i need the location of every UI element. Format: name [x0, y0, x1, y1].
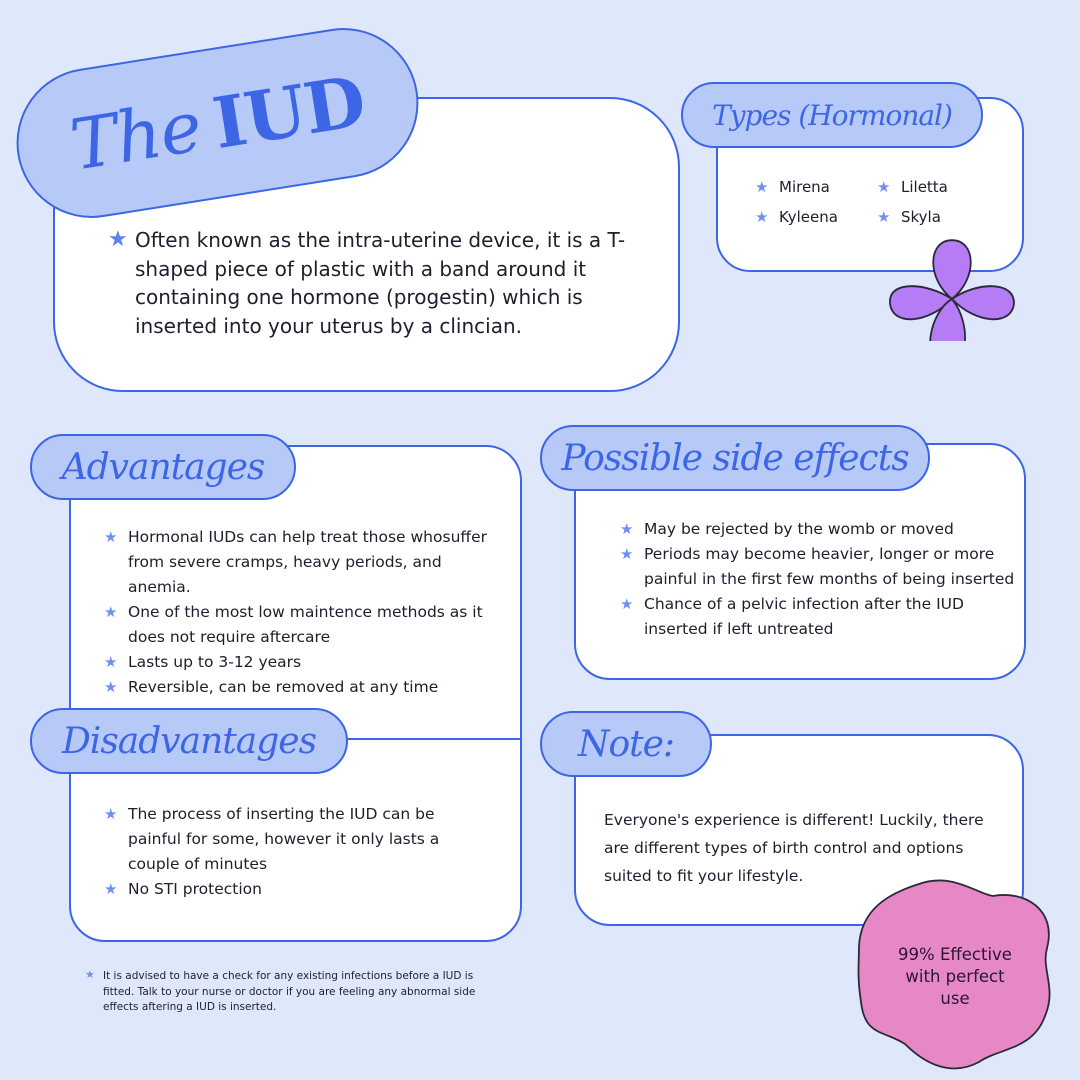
disadvantages-list — [104, 802, 484, 902]
effectiveness-badge: 99% Effective with perfect use — [898, 945, 1012, 1008]
type-item — [755, 178, 877, 196]
advantage-text: Lasts up to 3-12 years — [128, 653, 302, 671]
type-label: Kyleena — [779, 208, 838, 226]
star-icon: ★ — [755, 208, 769, 226]
advantages-list — [104, 525, 504, 700]
note-title-pill — [540, 711, 712, 777]
star-icon: ★ — [104, 880, 118, 898]
side-effects-title: Possible side effects — [561, 437, 909, 479]
list-item — [104, 802, 484, 877]
star-icon: ★ — [620, 520, 634, 538]
star-icon: ★ — [104, 805, 118, 823]
type-item — [877, 208, 985, 226]
disadvantage-text: The process of inserting the IUD can be painful for some, however it only lasts a couple of minutes — [128, 805, 440, 873]
star-icon: ★ — [755, 178, 769, 196]
type-label: Liletta — [901, 178, 948, 196]
type-label: Skyla — [901, 208, 941, 226]
star-icon: ★ — [108, 227, 128, 252]
intro-description: Often known as the intra-uterine device, it is a T-shaped piece of plastic with a band around it containing one hormone (progestin) which is inserted into your uterus by a clincian. — [135, 228, 626, 338]
advantage-text: Reversible, can be removed at any time — [128, 678, 439, 696]
star-icon: ★ — [877, 178, 891, 196]
intro-text-block — [108, 226, 628, 340]
types-title: Types (Hormonal) — [712, 98, 952, 132]
list-item — [104, 650, 504, 675]
list-item — [104, 600, 504, 650]
flower-icon — [886, 236, 1018, 341]
list-item — [104, 525, 504, 600]
star-icon: ★ — [104, 653, 118, 671]
title-iud: IUD — [207, 58, 371, 165]
type-item — [877, 178, 985, 196]
disadvantages-title: Disadvantages — [61, 720, 317, 762]
side-effect-text: May be rejected by the womb or moved — [644, 520, 954, 538]
section-divider — [345, 738, 522, 740]
list-item — [104, 675, 504, 700]
star-icon: ★ — [85, 968, 95, 981]
list-item — [620, 517, 1015, 542]
advantage-text: One of the most low maintence methods as it does not require aftercare — [128, 603, 483, 646]
footnote-text: It is advised to have a check for any existing infections before a IUD is fitted. Talk to your nurse or doctor if you are feeling any abnormal side effects aftering a IUD is inserted. — [103, 970, 476, 1013]
star-icon: ★ — [104, 528, 118, 546]
advantages-title-pill — [30, 434, 296, 500]
types-title-pill — [681, 82, 983, 148]
types-list — [755, 178, 985, 226]
side-effects-list — [620, 517, 1015, 642]
list-item — [104, 877, 484, 902]
disadvantage-text: No STI protection — [128, 880, 262, 898]
type-item — [755, 208, 877, 226]
star-icon: ★ — [104, 678, 118, 696]
title-the: The — [65, 85, 207, 187]
star-icon: ★ — [620, 595, 634, 613]
side-effect-text: Chance of a pelvic infection after the IUD inserted if left untreated — [644, 595, 964, 638]
star-icon: ★ — [620, 545, 634, 563]
note-title: Note: — [577, 723, 675, 765]
side-effects-title-pill — [540, 425, 930, 491]
advantage-text: Hormonal IUDs can help treat those whosuffer from severe cramps, heavy periods, and anemia. — [128, 528, 487, 596]
disadvantages-title-pill — [30, 708, 348, 774]
type-label: Mirena — [779, 178, 830, 196]
side-effect-text: Periods may become heavier, longer or more painful in the first few months of being inserted — [644, 545, 1015, 588]
note-text: Everyone's experience is different! Luckily, there are different types of birth control and options suited to fit your lifestyle. — [604, 811, 984, 885]
list-item — [620, 542, 1015, 592]
star-icon: ★ — [877, 208, 891, 226]
advantages-title: Advantages — [61, 446, 265, 488]
footnote — [85, 969, 495, 1016]
list-item — [620, 592, 1015, 642]
star-icon: ★ — [104, 603, 118, 621]
